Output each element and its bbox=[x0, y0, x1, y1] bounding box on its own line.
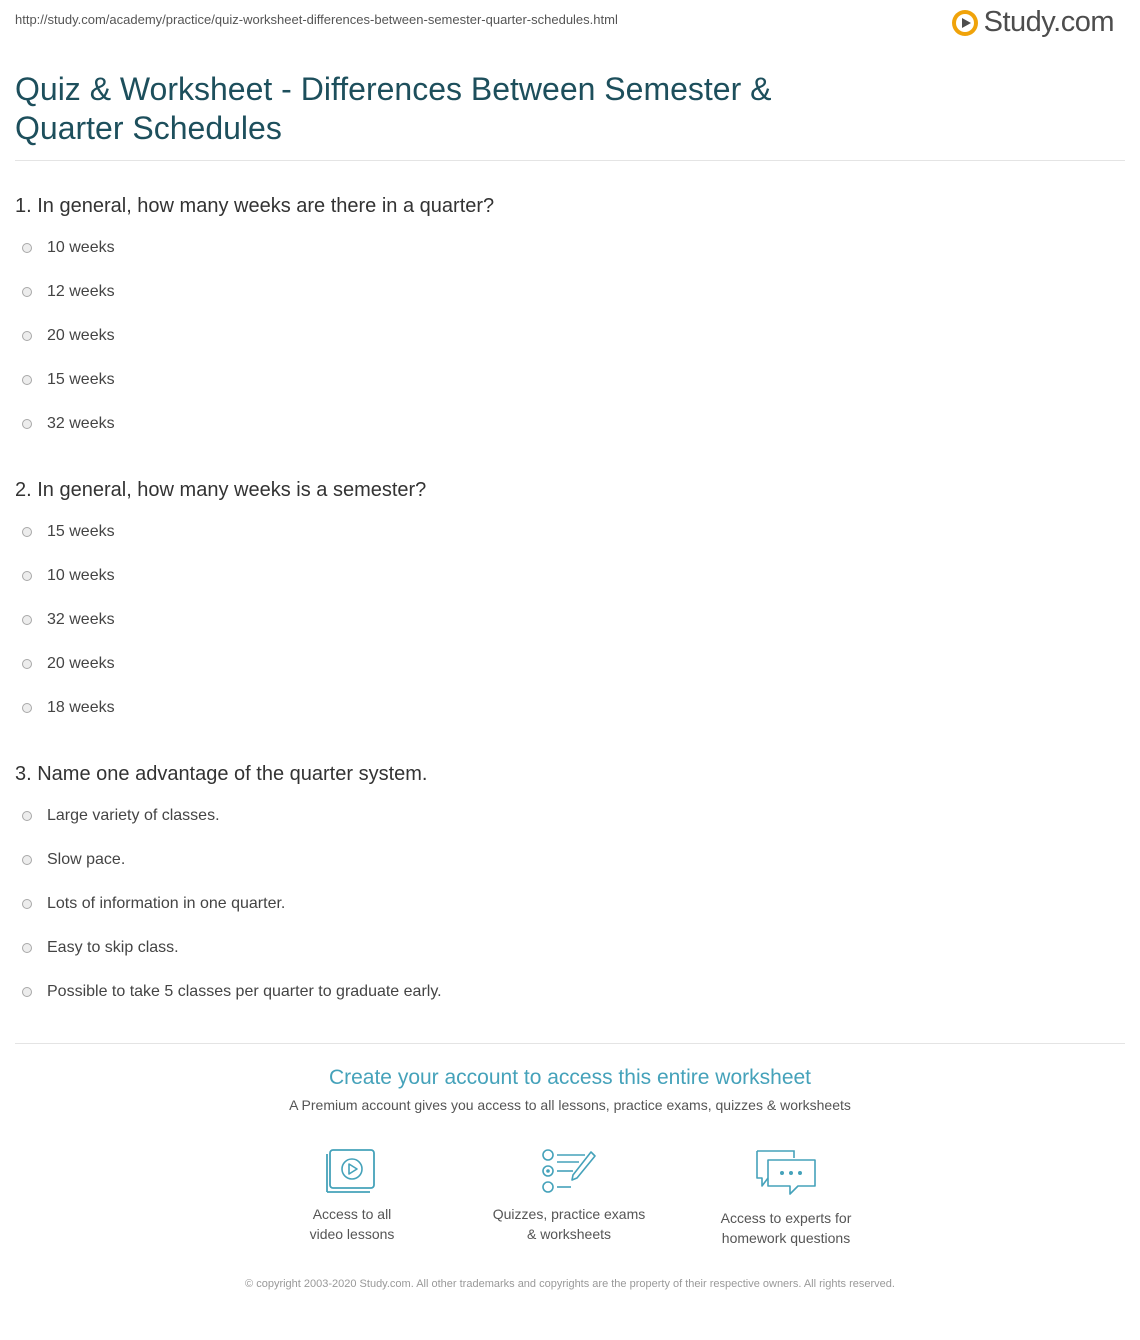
option-label: 18 weeks bbox=[47, 699, 115, 716]
play-circle-icon bbox=[950, 8, 980, 38]
radio-button[interactable] bbox=[22, 331, 32, 341]
feature-label-line: Access to all bbox=[312, 1206, 392, 1222]
feature-label bbox=[686, 1208, 886, 1248]
radio-button[interactable] bbox=[22, 375, 32, 385]
option-label: Lots of information in one quarter. bbox=[47, 895, 286, 912]
answer-option[interactable] bbox=[22, 283, 115, 301]
radio-button[interactable] bbox=[22, 899, 32, 909]
cta-title[interactable]: Create your account to access this entire worksheet bbox=[328, 1066, 812, 1089]
answer-option[interactable] bbox=[22, 239, 115, 257]
answer-option[interactable] bbox=[22, 807, 220, 825]
answer-option[interactable] bbox=[22, 983, 442, 1001]
study-logo[interactable] bbox=[950, 6, 1114, 39]
option-label: 20 weeks bbox=[47, 327, 115, 344]
option-label: Slow pace. bbox=[47, 851, 126, 868]
question-2: 2. In general, how many weeks is a semester? bbox=[15, 479, 427, 501]
feature-label bbox=[469, 1204, 669, 1244]
feature-label-line: video lessons bbox=[309, 1226, 395, 1242]
radio-button[interactable] bbox=[22, 659, 32, 669]
feature-label-line: Quizzes, practice exams bbox=[492, 1206, 646, 1222]
feature-quizzes bbox=[469, 1148, 669, 1244]
divider bbox=[15, 1043, 1125, 1044]
option-label: Easy to skip class. bbox=[47, 939, 179, 956]
answer-option[interactable] bbox=[22, 567, 115, 585]
radio-button[interactable] bbox=[22, 987, 32, 997]
option-label: Large variety of classes. bbox=[47, 807, 220, 824]
copyright-notice: © copyright 2003-2020 Study.com. All other trademarks and copyrights are the property of their respective owners. All rights reserved. bbox=[245, 1278, 895, 1290]
question-3: 3. Name one advantage of the quarter system. bbox=[15, 763, 428, 785]
radio-button[interactable] bbox=[22, 943, 32, 953]
radio-button[interactable] bbox=[22, 287, 32, 297]
radio-button[interactable] bbox=[22, 571, 32, 581]
question-1: 1. In general, how many weeks are there in a quarter? bbox=[15, 195, 495, 217]
answer-option[interactable] bbox=[22, 851, 125, 869]
page-title: Quiz & Worksheet - Differences Between Semester & Quarter Schedules bbox=[15, 71, 772, 146]
option-label: 20 weeks bbox=[47, 655, 115, 672]
feature-label-line: & worksheets bbox=[526, 1226, 612, 1242]
radio-button[interactable] bbox=[22, 527, 32, 537]
feature-label bbox=[252, 1204, 452, 1244]
feature-experts bbox=[686, 1148, 886, 1248]
chat-bubbles-icon bbox=[754, 1148, 818, 1198]
option-label: 15 weeks bbox=[47, 523, 115, 540]
answer-option[interactable] bbox=[22, 523, 115, 541]
feature-label-line: homework questions bbox=[721, 1230, 851, 1246]
divider bbox=[15, 160, 1125, 161]
video-lesson-icon bbox=[326, 1148, 378, 1194]
cta-subtitle: A Premium account gives you access to all lessons, practice exams, quizzes & worksheets bbox=[289, 1097, 851, 1113]
option-label: 32 weeks bbox=[47, 415, 115, 432]
logo-text: Study.com bbox=[983, 6, 1114, 38]
option-label: 10 weeks bbox=[47, 567, 115, 584]
checklist-icon bbox=[541, 1148, 597, 1194]
option-label: 10 weeks bbox=[47, 239, 115, 256]
feature-video-lessons bbox=[252, 1148, 452, 1244]
radio-button[interactable] bbox=[22, 419, 32, 429]
feature-label-line: Access to experts for bbox=[720, 1210, 852, 1226]
radio-button[interactable] bbox=[22, 811, 32, 821]
answer-option[interactable] bbox=[22, 939, 179, 957]
answer-option[interactable] bbox=[22, 327, 115, 345]
answer-option[interactable] bbox=[22, 895, 285, 913]
radio-button[interactable] bbox=[22, 243, 32, 253]
option-label: Possible to take 5 classes per quarter to graduate early. bbox=[47, 983, 442, 1000]
option-label: 15 weeks bbox=[47, 371, 115, 388]
answer-option[interactable] bbox=[22, 371, 115, 389]
answer-option[interactable] bbox=[22, 699, 115, 717]
answer-option[interactable] bbox=[22, 655, 115, 673]
option-label: 32 weeks bbox=[47, 611, 115, 628]
option-label: 12 weeks bbox=[47, 283, 115, 300]
answer-option[interactable] bbox=[22, 415, 115, 433]
answer-option[interactable] bbox=[22, 611, 115, 629]
radio-button[interactable] bbox=[22, 703, 32, 713]
radio-button[interactable] bbox=[22, 615, 32, 625]
page-url: http://study.com/academy/practice/quiz-worksheet-differences-between-semester-quarter-schedules.html bbox=[15, 12, 618, 27]
radio-button[interactable] bbox=[22, 855, 32, 865]
